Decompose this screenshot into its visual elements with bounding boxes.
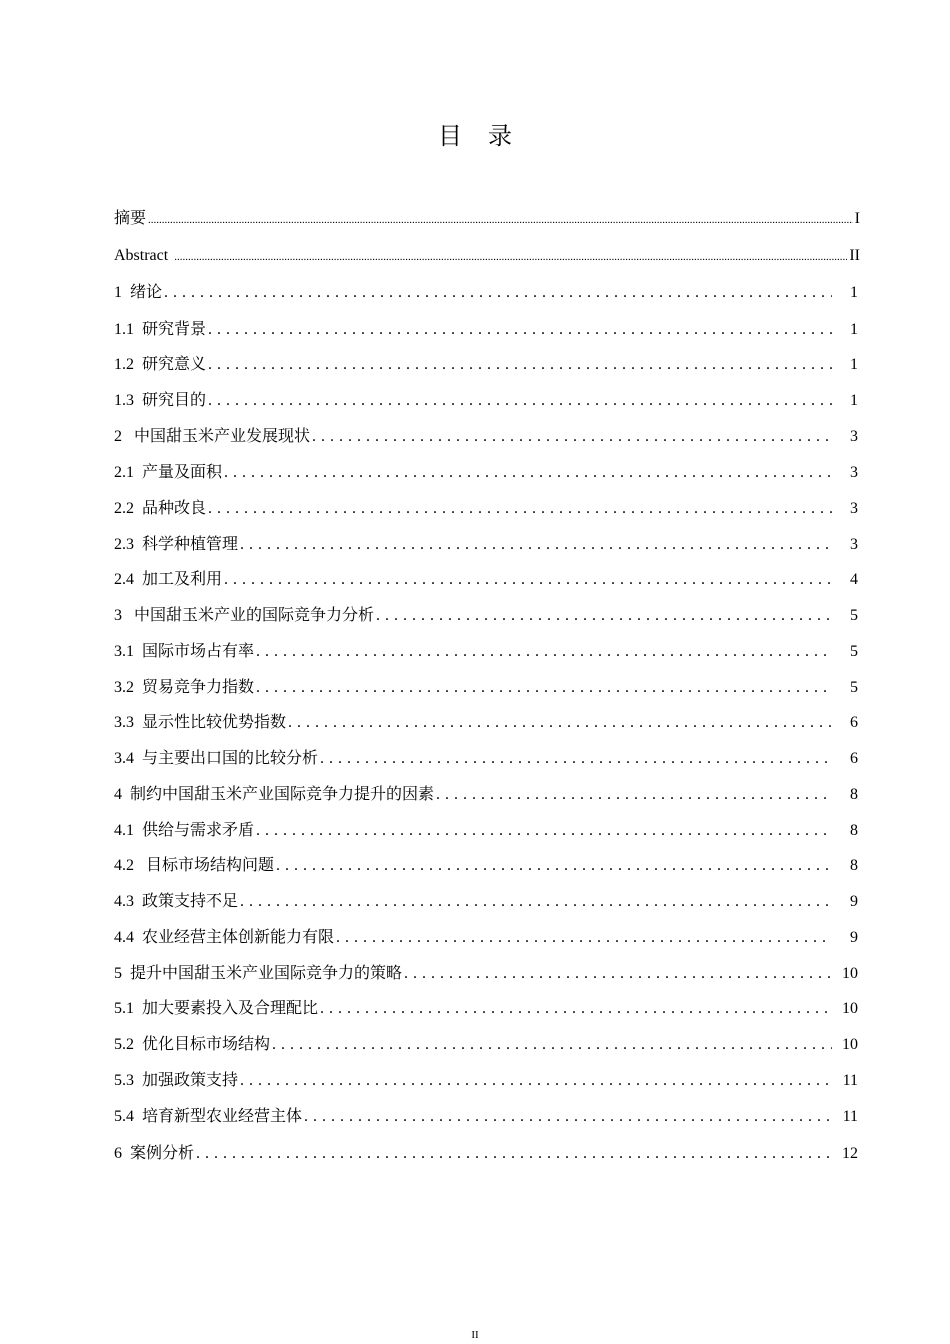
page-number: II	[471, 1329, 479, 1341]
toc-entry-page-number: 8	[850, 822, 858, 839]
toc-entry[interactable]	[114, 964, 860, 984]
toc-entry[interactable]	[114, 821, 860, 841]
toc-dot-leader	[240, 892, 832, 912]
toc-dot-leader	[164, 283, 832, 303]
toc-entry-title: 1.1 研究背景	[114, 321, 207, 338]
toc-dot-leader	[240, 1071, 832, 1091]
toc-dot-leader	[256, 678, 832, 698]
toc-entry-page-number: 8	[850, 857, 858, 874]
toc-entry[interactable]	[114, 427, 860, 447]
toc-entry-title: 2.1 产量及面积	[114, 464, 223, 481]
toc-entry-page-number: 12	[842, 1145, 858, 1162]
toc-entry-page-number: 6	[850, 750, 858, 767]
toc-entry-page-number: 4	[850, 571, 858, 588]
toc-entry-page-number: I	[854, 210, 860, 227]
toc-entry-title: 1 绪论	[114, 284, 163, 301]
toc-entry-title: 2.4 加工及利用	[114, 571, 223, 588]
toc-entry[interactable]	[114, 535, 860, 555]
toc-entry[interactable]	[114, 320, 860, 340]
toc-entry-title: 5 提升中国甜玉米产业国际竞争力的策略	[114, 965, 403, 982]
page-title-part2: 录	[488, 124, 512, 150]
toc-entry-title: 2.2 品种改良	[114, 500, 207, 517]
toc-dot-leader	[272, 1035, 832, 1055]
toc-dot-leader	[240, 535, 832, 555]
toc-entry-page-number: 3	[850, 428, 858, 445]
toc-entry-page-number: 1	[850, 321, 858, 338]
toc-entry-page-number: 3	[850, 536, 858, 553]
toc-entry-page-number: 3	[850, 500, 858, 517]
toc-dot-leader	[312, 427, 832, 447]
toc-dot-leader	[196, 1144, 832, 1164]
toc-entry-page-number: II	[849, 247, 860, 264]
toc-dot-leader	[224, 463, 832, 483]
toc-dot-leader	[174, 246, 847, 267]
toc-dot-leader	[224, 570, 832, 590]
toc-entry[interactable]	[114, 856, 860, 876]
toc-dot-leader	[208, 355, 832, 375]
toc-dot-leader	[256, 821, 832, 841]
toc-entry-title: Abstract	[114, 247, 173, 264]
toc-dot-leader	[208, 320, 832, 340]
toc-entry-page-number: 10	[842, 1000, 858, 1017]
toc-entry[interactable]	[114, 1035, 860, 1055]
toc-entry-page-number: 5	[850, 679, 858, 696]
toc-entry-page-number: 11	[842, 1108, 858, 1125]
toc-entry[interactable]	[114, 999, 860, 1019]
toc-entry[interactable]	[114, 463, 860, 483]
toc-entry-title: 1.3 研究目的	[114, 392, 207, 409]
toc-entry-page-number: 9	[850, 929, 858, 946]
toc-entry-page-number: 1	[850, 356, 858, 373]
toc-entry-title: 5.4 培育新型农业经营主体	[114, 1108, 303, 1125]
toc-entry[interactable]	[114, 892, 860, 912]
toc-entry[interactable]	[114, 749, 860, 769]
toc-entry[interactable]	[114, 499, 860, 519]
toc-entry-title: 2 中国甜玉米产业发展现状	[114, 428, 311, 445]
toc-entry[interactable]	[114, 355, 860, 375]
toc-dot-leader	[276, 856, 832, 876]
toc-entry[interactable]	[114, 1071, 860, 1091]
toc-entry-page-number: 1	[850, 284, 858, 301]
toc-dot-leader	[208, 391, 832, 411]
toc-dot-leader	[208, 499, 832, 519]
toc-entry-title: 1.2 研究意义	[114, 356, 207, 373]
toc-entry-title: 4.3 政策支持不足	[114, 893, 239, 910]
toc-entry-page-number: 8	[850, 786, 858, 803]
toc-entry[interactable]	[114, 391, 860, 411]
toc-dot-leader	[320, 999, 832, 1019]
toc-entry-title: 5.3 加强政策支持	[114, 1072, 239, 1089]
toc-entry-title: 摘要	[114, 210, 147, 227]
toc-entry-page-number: 11	[842, 1072, 858, 1089]
toc-entry-title: 3.2 贸易竞争力指数	[114, 679, 255, 696]
toc-entry[interactable]	[114, 1144, 860, 1164]
toc-dot-leader	[376, 606, 832, 626]
page-title-part1: 目	[438, 124, 462, 150]
toc-dot-leader	[148, 209, 853, 230]
toc-entry[interactable]	[114, 928, 860, 948]
toc-entry-title: 3.3 显示性比较优势指数	[114, 714, 287, 731]
toc-dot-leader	[256, 642, 832, 662]
toc-dot-leader	[404, 964, 832, 984]
toc-entry-page-number: 3	[850, 464, 858, 481]
toc-entry[interactable]	[114, 678, 860, 698]
toc-entry-page-number: 5	[850, 607, 858, 624]
toc-entry[interactable]	[114, 642, 860, 662]
toc-dot-leader	[320, 749, 832, 769]
toc-entry-page-number: 6	[850, 714, 858, 731]
toc-entry[interactable]	[114, 785, 860, 805]
toc-entry-title: 5.1 加大要素投入及合理配比	[114, 1000, 319, 1017]
toc-entry-page-number: 5	[850, 643, 858, 660]
toc-entry-title: 4.2 目标市场结构问题	[114, 857, 275, 874]
toc-dot-leader	[304, 1107, 832, 1127]
toc-entry[interactable]	[114, 209, 860, 230]
toc-entry[interactable]	[114, 1107, 860, 1127]
toc-entry[interactable]	[114, 570, 860, 590]
toc-entry-title: 4 制约中国甜玉米产业国际竞争力提升的因素	[114, 786, 435, 803]
toc-dot-leader	[436, 785, 832, 805]
toc-entry[interactable]	[114, 713, 860, 733]
toc-entry-title: 5.2 优化目标市场结构	[114, 1036, 271, 1053]
toc-entry-title: 3.1 国际市场占有率	[114, 643, 255, 660]
toc-entry-page-number: 9	[850, 893, 858, 910]
toc-entry-title: 4.1 供给与需求矛盾	[114, 822, 255, 839]
toc-entry-title: 4.4 农业经营主体创新能力有限	[114, 929, 335, 946]
toc-entry-title: 6 案例分析	[114, 1145, 195, 1162]
toc-entry-title: 3 中国甜玉米产业的国际竞争力分析	[114, 607, 375, 624]
toc-dot-leader	[336, 928, 832, 948]
toc-entry-title: 2.3 科学种植管理	[114, 536, 239, 553]
toc-entry[interactable]	[114, 283, 860, 303]
toc-entry-page-number: 1	[850, 392, 858, 409]
toc-entry-page-number: 10	[842, 965, 858, 982]
toc-dot-leader	[288, 713, 832, 733]
toc-entry-page-number: 10	[842, 1036, 858, 1053]
toc-entry[interactable]	[114, 606, 860, 626]
page-title	[0, 122, 950, 152]
toc-entry[interactable]	[114, 246, 860, 267]
toc-entry-title: 3.4 与主要出口国的比较分析	[114, 750, 319, 767]
